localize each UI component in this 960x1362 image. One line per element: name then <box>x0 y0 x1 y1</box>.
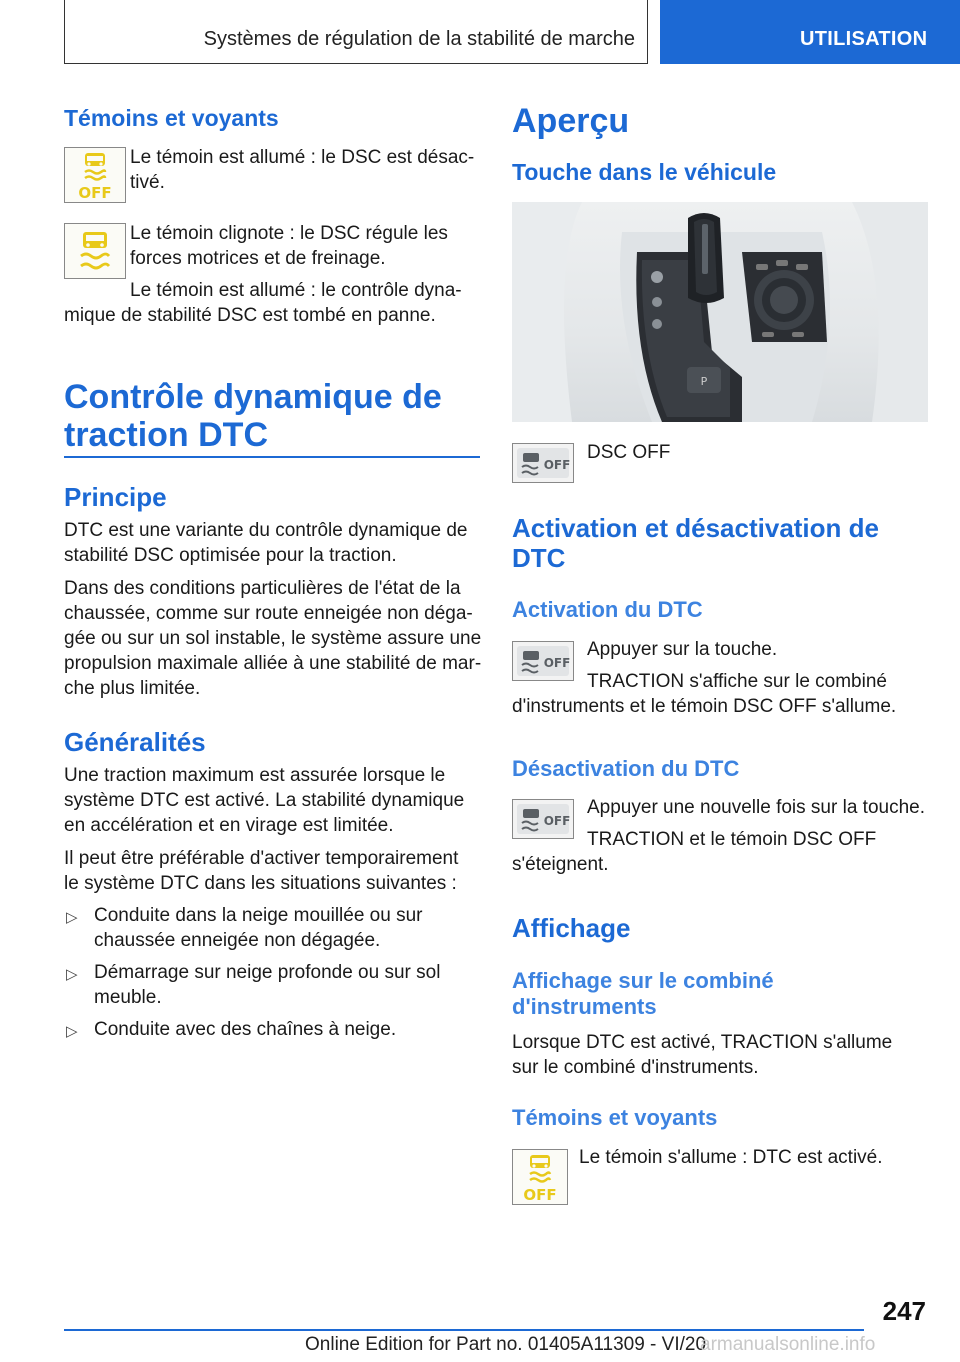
bullet-item-2: Démarrage sur neige profonde ou sur sol meuble. <box>94 962 441 1008</box>
activation-p1: Appuyer sur la touche. <box>587 639 778 660</box>
dsc-off-button-icon <box>512 641 574 681</box>
dsc-regulation-icon <box>64 223 126 279</box>
vehicle-console-photo <box>512 202 928 422</box>
desactivation-p2-line2: s'éteignent. <box>512 854 609 875</box>
bullet-item-3: Conduite avec des chaînes à neige. <box>94 1019 397 1040</box>
temoins-heading-right: Témoins et voyants <box>512 1105 718 1130</box>
header-tab-label: UTILISATION <box>800 28 928 50</box>
temoin3-line1: Le témoin est allumé : le contrôle dyna‐ <box>130 280 462 301</box>
affichage-heading: Affichage <box>512 913 631 943</box>
svg-text:P: P <box>700 375 708 388</box>
dtc-main-heading: Contrôle dynamique de traction DTC <box>64 378 442 454</box>
svg-text:OFF: OFF <box>543 814 571 828</box>
header-tab <box>660 0 960 64</box>
page-number: 247 <box>882 1296 926 1326</box>
apercu-heading: Aperçu <box>512 102 630 140</box>
button-off-text: OFF <box>543 458 571 472</box>
footer-rule <box>64 1329 864 1331</box>
bullet-icon: ▷ <box>66 909 78 926</box>
activation-p2-line1: TRACTION s'affiche sur le combiné <box>587 671 887 692</box>
header-section-box <box>64 0 648 64</box>
temoin-dtc-text: Le témoin s'allume : DTC est activé. <box>579 1147 883 1168</box>
dtc-active-warning-icon <box>512 1149 568 1205</box>
dsc-off-button-icon <box>512 799 574 839</box>
generalites-heading: Généralités <box>64 727 206 757</box>
svg-text:OFF: OFF <box>523 1186 557 1204</box>
watermark: armanualsonline.info <box>700 1334 876 1355</box>
principe-p2: Dans des conditions particulières de l'état de la chaussée, comme sur route enneigée non déga‐ gée ou sur un sol instable, le système assure une propulsion maximale alliée à une stabilité de mar‐ che plus limitée. <box>64 578 482 699</box>
touche-heading: Touche dans le véhicule <box>512 159 777 185</box>
activation-p2-line2: d'instruments et le témoin DSC OFF s'allume. <box>512 696 897 717</box>
footer-edition: Online Edition for Part no. 01405A11309 - VI/20 <box>305 1334 707 1355</box>
heading-rule <box>64 456 480 458</box>
dsc-off-button-icon <box>512 443 574 483</box>
temoin3-line2: mique de stabilité DSC est tombé en panne. <box>64 305 436 326</box>
svg-text:OFF: OFF <box>543 656 571 670</box>
activation-dtc-heading: Activation du DTC <box>512 597 703 622</box>
temoins-heading: Témoins et voyants <box>64 105 279 131</box>
bullet-item-1: Conduite dans la neige mouillée ou sur chaussée enneigée non dégagée. <box>94 905 423 951</box>
desactivation-p1: Appuyer une nouvelle fois sur la touche. <box>587 797 925 818</box>
generalites-p1: Une traction maximum est assurée lorsque le système DTC est activé. La stabilité dynamique en accélération et en virage est limitée. <box>64 765 465 836</box>
affichage-combine-heading: Affichage sur le combiné d'instruments <box>512 968 774 1019</box>
warn-off-text: OFF <box>78 184 112 202</box>
header-section-title: Systèmes de régulation de la stabilité de marche <box>203 28 635 50</box>
dsc-off-warning-icon <box>64 147 126 203</box>
affichage-p1: Lorsque DTC est activé, TRACTION s'allume sur le combiné d'instruments. <box>512 1032 893 1078</box>
bullet-icon: ▷ <box>66 1023 78 1040</box>
activation-heading: Activation et désactivation de DTC <box>512 513 879 573</box>
desactivation-heading: Désactivation du DTC <box>512 756 740 781</box>
dsc-off-label: DSC OFF <box>587 442 671 463</box>
temoin1-text: Le témoin est allumé : le DSC est désac‐ tivé. <box>130 147 475 193</box>
temoin2-text: Le témoin clignote : le DSC régule les forces motrices et de freinage. <box>130 223 448 269</box>
generalites-p2: Il peut être préférable d'activer temporairement le système DTC dans les situations suivantes : <box>64 848 459 894</box>
bullet-icon: ▷ <box>66 966 78 983</box>
desactivation-p2-line1: TRACTION et le témoin DSC OFF <box>587 829 877 850</box>
principe-heading: Principe <box>64 482 167 512</box>
principe-p1: DTC est une variante du contrôle dynamique de stabilité DSC optimisée pour la traction. <box>64 520 468 566</box>
